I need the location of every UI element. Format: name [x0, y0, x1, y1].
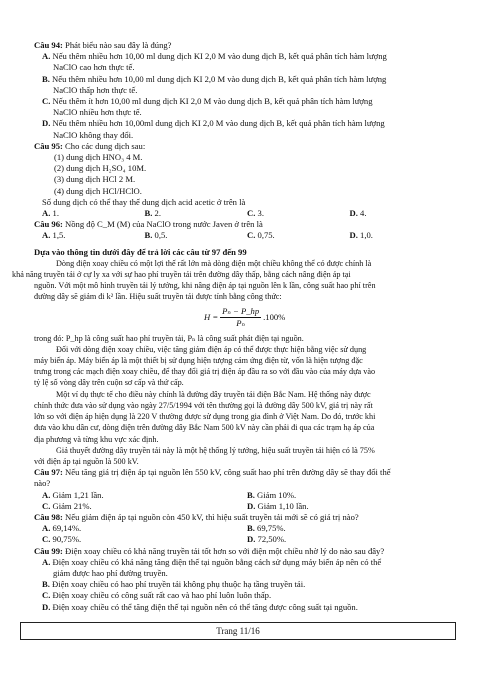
question-stem: Nếu giảm điện áp tại nguồn còn 450 kV, thì hiệu suất truyền tải mới sẽ có giá trị nào? — [65, 511, 359, 522]
option-c[interactable]: C. 3. — [247, 208, 264, 219]
question-stem: Phát biểu nào sau đây là đúng? — [65, 40, 172, 50]
option-c[interactable]: C. 90,75%. — [42, 534, 82, 545]
option-b[interactable]: B. Giảm 10%. — [247, 489, 297, 500]
question-title: Câu 96: — [34, 219, 63, 230]
option-d[interactable]: D. 4. — [349, 208, 367, 219]
option-b[interactable]: B. 2. — [144, 208, 161, 219]
page-footer — [20, 622, 456, 640]
formula-denominator: Pₙ — [236, 318, 245, 329]
question-94 — [34, 40, 452, 141]
list-item: (1) dung dịch HNO₃ 4 M. — [54, 152, 143, 163]
option-a[interactable]: A. Nếu thêm nhiều hơn 10,00 ml dung dịch KI 2,0 M vào dung dịch B, kết quả phân tích hàm lượng NaClO cao hơn thực tế. — [42, 51, 387, 73]
question-title: Câu 99: — [34, 545, 63, 556]
question-stem: Cho các dung dịch sau: — [65, 140, 146, 151]
reading-passage — [12, 246, 452, 467]
question-title: Câu 98: — [34, 511, 63, 522]
question-stem: Điện xoay chiều có khả năng truyền tải tốt hơn so với điện một chiều nhờ lý do nào sau đây? — [65, 545, 385, 556]
question-stem-cont: nào? — [34, 478, 51, 489]
formula-rhs: .100% — [263, 312, 286, 323]
list-item: (2) dung dịch H₂SO₄ 10M. — [54, 163, 147, 174]
options-row — [34, 501, 452, 512]
option-a[interactable]: A. Điện xoay chiều có khả năng tăng điện thế tại nguồn bằng cách sử dụng máy biến áp nên có thể giảm được hao phí đường truyền. — [42, 556, 382, 578]
question-title: Câu 97: — [34, 467, 63, 478]
paragraph: Một ví dụ thực tế cho điều này chính là đường dây truyền tải điện Bắc Nam. Hệ thống này được chính thức đưa vào sử dụng vào ngày 27/5/1994 với tên thường gọi là đường dây 500 kV, giá trị này rất lớn so với điện áp hiện dụng là 220 V thường được sử dụng trong gia đình ở Việt Nam. Do đó, trước khi đưa vào khu dân cư, dòng điện trên đường dây Bắc Nam 500 kV này cần phải đi qua các trạm hạ áp của địa phương và từng khu vực xác định. — [34, 389, 376, 444]
option-d[interactable]: D. Giảm 1,10 lần. — [247, 500, 309, 511]
list-item: (4) dung dịch HCl/HClO. — [54, 185, 142, 196]
formula-fraction — [220, 306, 261, 329]
page-number: Trang 11/16 — [216, 626, 260, 636]
question-prompt: Số dung dịch có thể thay thế dung dịch acid acetic ở trên là — [42, 196, 246, 207]
option-b[interactable]: B. 69,75%. — [247, 523, 286, 534]
formula-note: trong đó: P_hp là công suất hao phí truyền tải, Pₙ là công suất phát điện tại nguồn. — [34, 333, 304, 343]
options-row — [34, 208, 452, 219]
question-97 — [34, 467, 452, 512]
options-row — [34, 534, 452, 545]
formula-lhs: H = — [204, 312, 219, 323]
question-title: Câu 95: — [34, 140, 63, 151]
option-b[interactable]: B. Điện xoay chiều có hao phí truyền tải không phụ thuộc hạ tầng truyền tải. — [42, 579, 306, 590]
option-a[interactable]: A. 69,14%. — [42, 523, 82, 534]
option-b[interactable]: B. Nếu thêm nhiều hơn 10,00 ml dung dịch KI 2,0 M vào dung dịch B, kết quả phân tích hàm lượng NaClO thấp hơn thực tế. — [42, 73, 387, 95]
option-d[interactable]: D. Nếu thêm nhiều hơn 10,00ml dung dịch KI 2,0 M vào dung dịch B, kết quả phân tích hàm lượng NaClO không thay đổi. — [42, 118, 385, 140]
options-row — [34, 230, 452, 241]
paragraph: Giả thuyết đường dây truyền tải này là một hệ thống lý tưởng, hiệu suất truyền tải hiện có là 75% với điện áp tại nguồn là 500 kV. — [34, 445, 375, 466]
passage-heading: Dựa vào thông tin dưới đây để trả lời các câu từ 97 đến 99 — [34, 246, 247, 257]
option-c[interactable]: C. 0,75. — [247, 230, 275, 241]
options-row — [34, 523, 452, 534]
question-stem: Nếu tăng giá trị điện áp tại nguồn lên 550 kV, công suất hao phí trên đường dây sẽ thay đổi thế — [65, 467, 391, 478]
options-row — [34, 490, 452, 501]
option-c[interactable]: C. Điện xoay chiều có công suất rất cao và hao phí luôn luôn thấp. — [42, 590, 272, 601]
option-c[interactable]: C. Giảm 21%. — [42, 500, 92, 511]
option-a[interactable]: A. 1. — [42, 208, 59, 219]
formula-numerator: Pₙ − P_hp — [222, 306, 260, 317]
paragraph: Đối với dòng điện xoay chiều, việc tăng giảm điện áp có thể được thực hiện bằng việc sử dụng máy biến áp. Máy biến áp là một thiết bị sử dụng hiện tượng cảm ứng điện từ, vốn là hiện tượng đặc trưng trong các mạch điện xoay chiều, để thay đổi giá trị điện áp đầu ra so với đầu vào của máy dựa vào tỷ lệ số vòng dây trên cuộn sơ cấp và thứ cấp. — [34, 344, 376, 388]
option-c[interactable]: C. Nếu thêm ít hơn 10,00 ml dung dịch KI 2,0 M vào dung dịch B, kết quả phân tích hàm lượng NaClO nhiều hơn thực tế. — [42, 96, 373, 118]
efficiency-formula — [34, 305, 452, 331]
option-d[interactable]: D. 72,50%. — [247, 534, 287, 545]
list-item: (3) dung dịch HCl 2 M. — [54, 174, 136, 185]
option-d[interactable]: D. 1,0. — [349, 230, 373, 241]
option-d[interactable]: D. Điện xoay chiều có thể tăng điện thế tại nguồn nên có thể tăng được công suất tại nguồn. — [42, 601, 358, 612]
question-stem: Nồng độ C_M (M) của NaClO trong nước Javen ở trên là — [65, 219, 263, 230]
exam-page — [12, 40, 452, 613]
option-b[interactable]: B. 0,5. — [144, 230, 168, 241]
question-98 — [34, 512, 452, 546]
paragraph: Dòng điện xoay chiều có một lợi thế rất lớn mà dòng điện một chiều không thể có được chính là khả năng truyền tải ở cự ly xa với sự hao phí truyền tải trên đường dây thấp, bằng cách nâng điện áp tại nguồn. Với một mô hình truyền tải lý tưởng, khi nâng điện áp tại nguồn lên k lần, công suất hao phí trên đường dây sẽ giảm đi k² lần. Hiệu suất truyền tải được tính bằng công thức: — [12, 258, 376, 302]
question-96 — [34, 219, 452, 241]
option-a[interactable]: A. 1,5. — [42, 230, 66, 241]
option-a[interactable]: A. Giảm 1,21 lần. — [42, 489, 104, 500]
question-title: Câu 94: — [34, 40, 63, 50]
question-99 — [34, 546, 452, 613]
question-95 — [34, 141, 452, 219]
